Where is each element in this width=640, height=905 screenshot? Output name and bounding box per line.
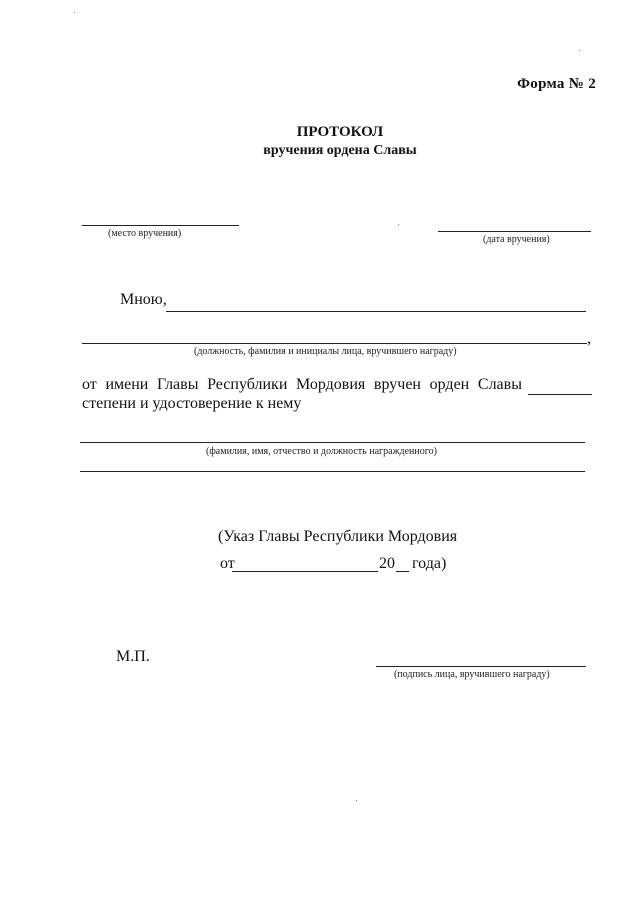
signature-caption: (подпись лица, вручившего награду): [394, 669, 550, 680]
decree-date-line[interactable]: [232, 571, 378, 572]
presenter-caption: (должность, фамилия и инициалы лица, вручившего награду): [194, 346, 457, 357]
award-line-2: степени и удостоверение к нему: [82, 395, 302, 412]
recipient-caption: (фамилия, имя, отчество и должность награжденного): [206, 446, 437, 457]
award-word: Славы: [477, 376, 522, 393]
scan-speck: [356, 800, 357, 801]
line-comma: ,: [587, 330, 591, 347]
decree-year-prefix: 20: [379, 555, 395, 572]
decree-label: (Указ Главы Республики Мордовия: [218, 528, 458, 545]
award-word: от: [82, 376, 97, 393]
award-word: Мордовия: [296, 376, 366, 393]
award-word: орден: [429, 376, 470, 393]
presenter-line-1[interactable]: [166, 311, 586, 312]
by-me-label: Мною,: [120, 291, 167, 308]
scan-speck: [398, 224, 399, 225]
decree-year-line[interactable]: [396, 571, 409, 572]
place-line[interactable]: [82, 225, 239, 226]
award-word: имени: [105, 376, 149, 393]
award-word: вручен: [373, 376, 421, 393]
form-number: Форма № 2: [517, 76, 596, 92]
recipient-line-1[interactable]: [80, 442, 585, 443]
scan-speck: [579, 50, 580, 51]
award-line-1: [82, 376, 522, 394]
decree-from: от: [220, 555, 235, 572]
signature-line[interactable]: [376, 666, 586, 667]
place-caption: (место вручения): [108, 228, 182, 239]
presenter-line-2[interactable]: [82, 343, 587, 344]
date-caption: (дата вручения): [483, 234, 550, 245]
recipient-line-2[interactable]: [80, 471, 585, 472]
document-subtitle: вручения ордена Славы: [263, 143, 417, 158]
decree-year-suffix: года): [412, 555, 447, 572]
degree-line[interactable]: [528, 394, 592, 395]
document-title: ПРОТОКОЛ: [296, 124, 384, 140]
date-line[interactable]: [438, 231, 591, 232]
stamp-label: М.П.: [116, 648, 150, 665]
award-word: Республики: [207, 376, 288, 393]
award-word: Главы: [157, 376, 199, 393]
scan-speck: [74, 12, 75, 13]
